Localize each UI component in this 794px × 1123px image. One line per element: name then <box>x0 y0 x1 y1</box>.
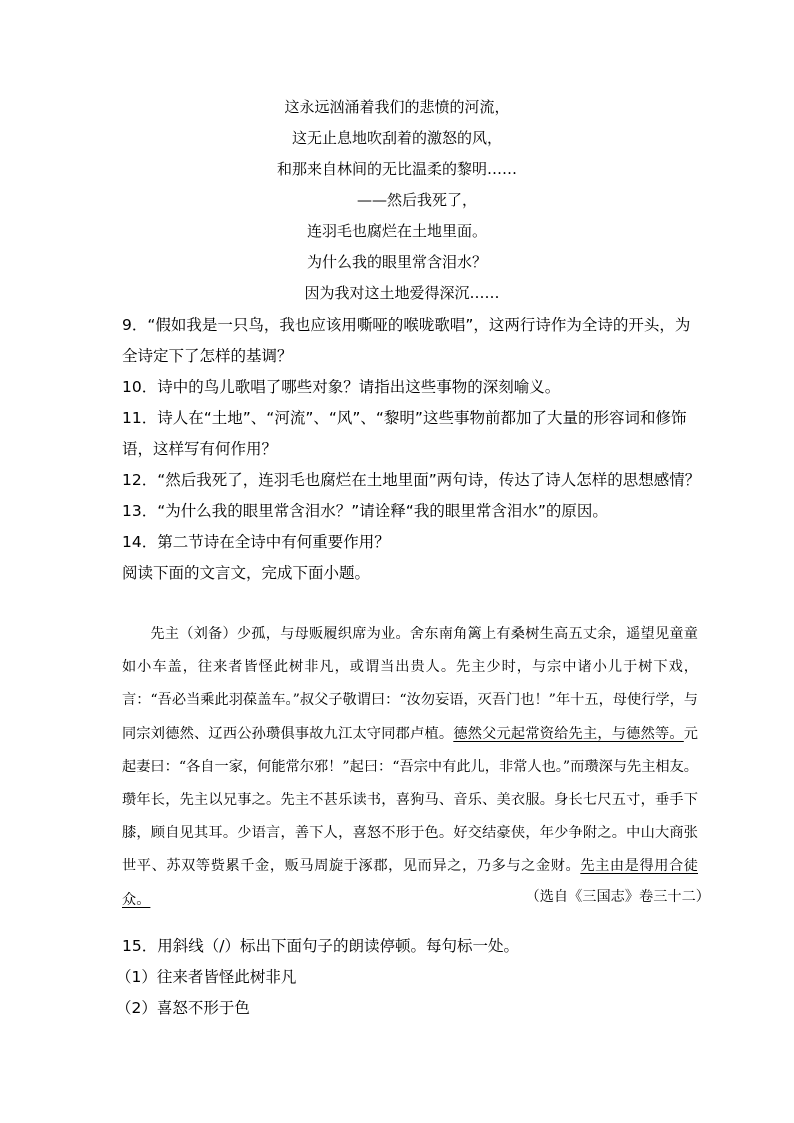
question-12: 12．“然后我死了，连羽毛也腐烂在土地里面”两句诗，传达了诗人怎样的思想感情？ <box>122 471 701 489</box>
poem-line: 这无止息地吹刮着的激怒的风， <box>291 129 502 147</box>
question-10: 10．诗中的鸟儿歌唱了哪些对象？请指出这些事物的深刻喻义。 <box>122 378 561 396</box>
source-citation: （选自《三国志》卷三十二） <box>525 889 710 905</box>
poem-line: 为什么我的眼里常含泪水？ <box>306 253 487 271</box>
question-15-item: （2）喜怒不形于色 <box>116 999 250 1017</box>
poem-line: 和那来自林间的无比温柔的黎明…… <box>276 160 517 178</box>
question-15-item: （1）往来者皆怪此树非凡 <box>116 968 297 986</box>
poem-line: 这永远汹涌着我们的悲愤的河流， <box>284 98 510 116</box>
question-13: 13．“为什么我的眼里常含泪水？”请诠释“我的眼里常含泪水”的原因。 <box>122 502 608 520</box>
question-15 <box>116 931 702 1024</box>
classical-passage <box>122 618 698 917</box>
question-9: 9．“假如我是一只鸟，我也应该用嘶哑的喉咙歌唱”，这两行诗作为全诗的开头，为全诗定下了怎样的基调？ <box>122 316 691 365</box>
passage-text: 元起妻曰：“各自一家，何能常尔邪！”起曰：“吾宗中有此儿，非常人也。”而瓒深与先主相友。瓒年长，先主以兄事之。先主不甚乐读书，喜狗马、音乐、美衣服。身长七尺五寸，垂手下膝，顾自见其耳。少语言，善下人，喜怒不形于色。好交结豪侠，年少争附之。中山大商张世平、苏双等赀累千金，贩马周旋于涿郡，见而异之，乃多与之金财。 <box>122 725 698 875</box>
underlined-sentence-1: 德然父元起常资给先主，与德然等。 <box>453 725 684 742</box>
poem-line: 连羽毛也腐烂在土地里面。 <box>306 222 487 240</box>
question-14: 14．第二节诗在全诗中有何重要作用？ <box>122 533 390 551</box>
question-15-title: 15．用斜线（/）标出下面句子的朗读停顿。每句标一处。 <box>122 937 519 955</box>
poem <box>0 92 794 309</box>
poem-line: ——然后我死了， <box>356 191 477 209</box>
question-list <box>122 310 702 589</box>
reading-instruction: 阅读下面的文言文，完成下面小题。 <box>122 564 371 582</box>
poem-line: 因为我对这土地爱得深沉…… <box>304 284 500 302</box>
passage-text: 先主（刘备）少孤，与母贩履织席为业。舍东南角篱上有桑树生高五丈余，遥望见童童如小车盖，往来者皆怪此树非凡，或谓当出贵人。先主少时，与宗中诸小儿于树下戏，言：“吾必当乘此羽葆盖车。”叔父子敬谓曰：“汝勿妄语，灭吾门也！”年十五，母使行学，与同宗刘德然、辽西公孙瓒俱事故九江太守同郡卢植。 <box>122 626 698 742</box>
question-11: 11．诗人在“土地”、“河流”、“风”、“黎明”这些事物前都加了大量的形容词和修饰语，这样写有何作用？ <box>122 409 687 458</box>
underlined-sentence-2: 先主由是得用合徒众。 <box>122 858 698 908</box>
